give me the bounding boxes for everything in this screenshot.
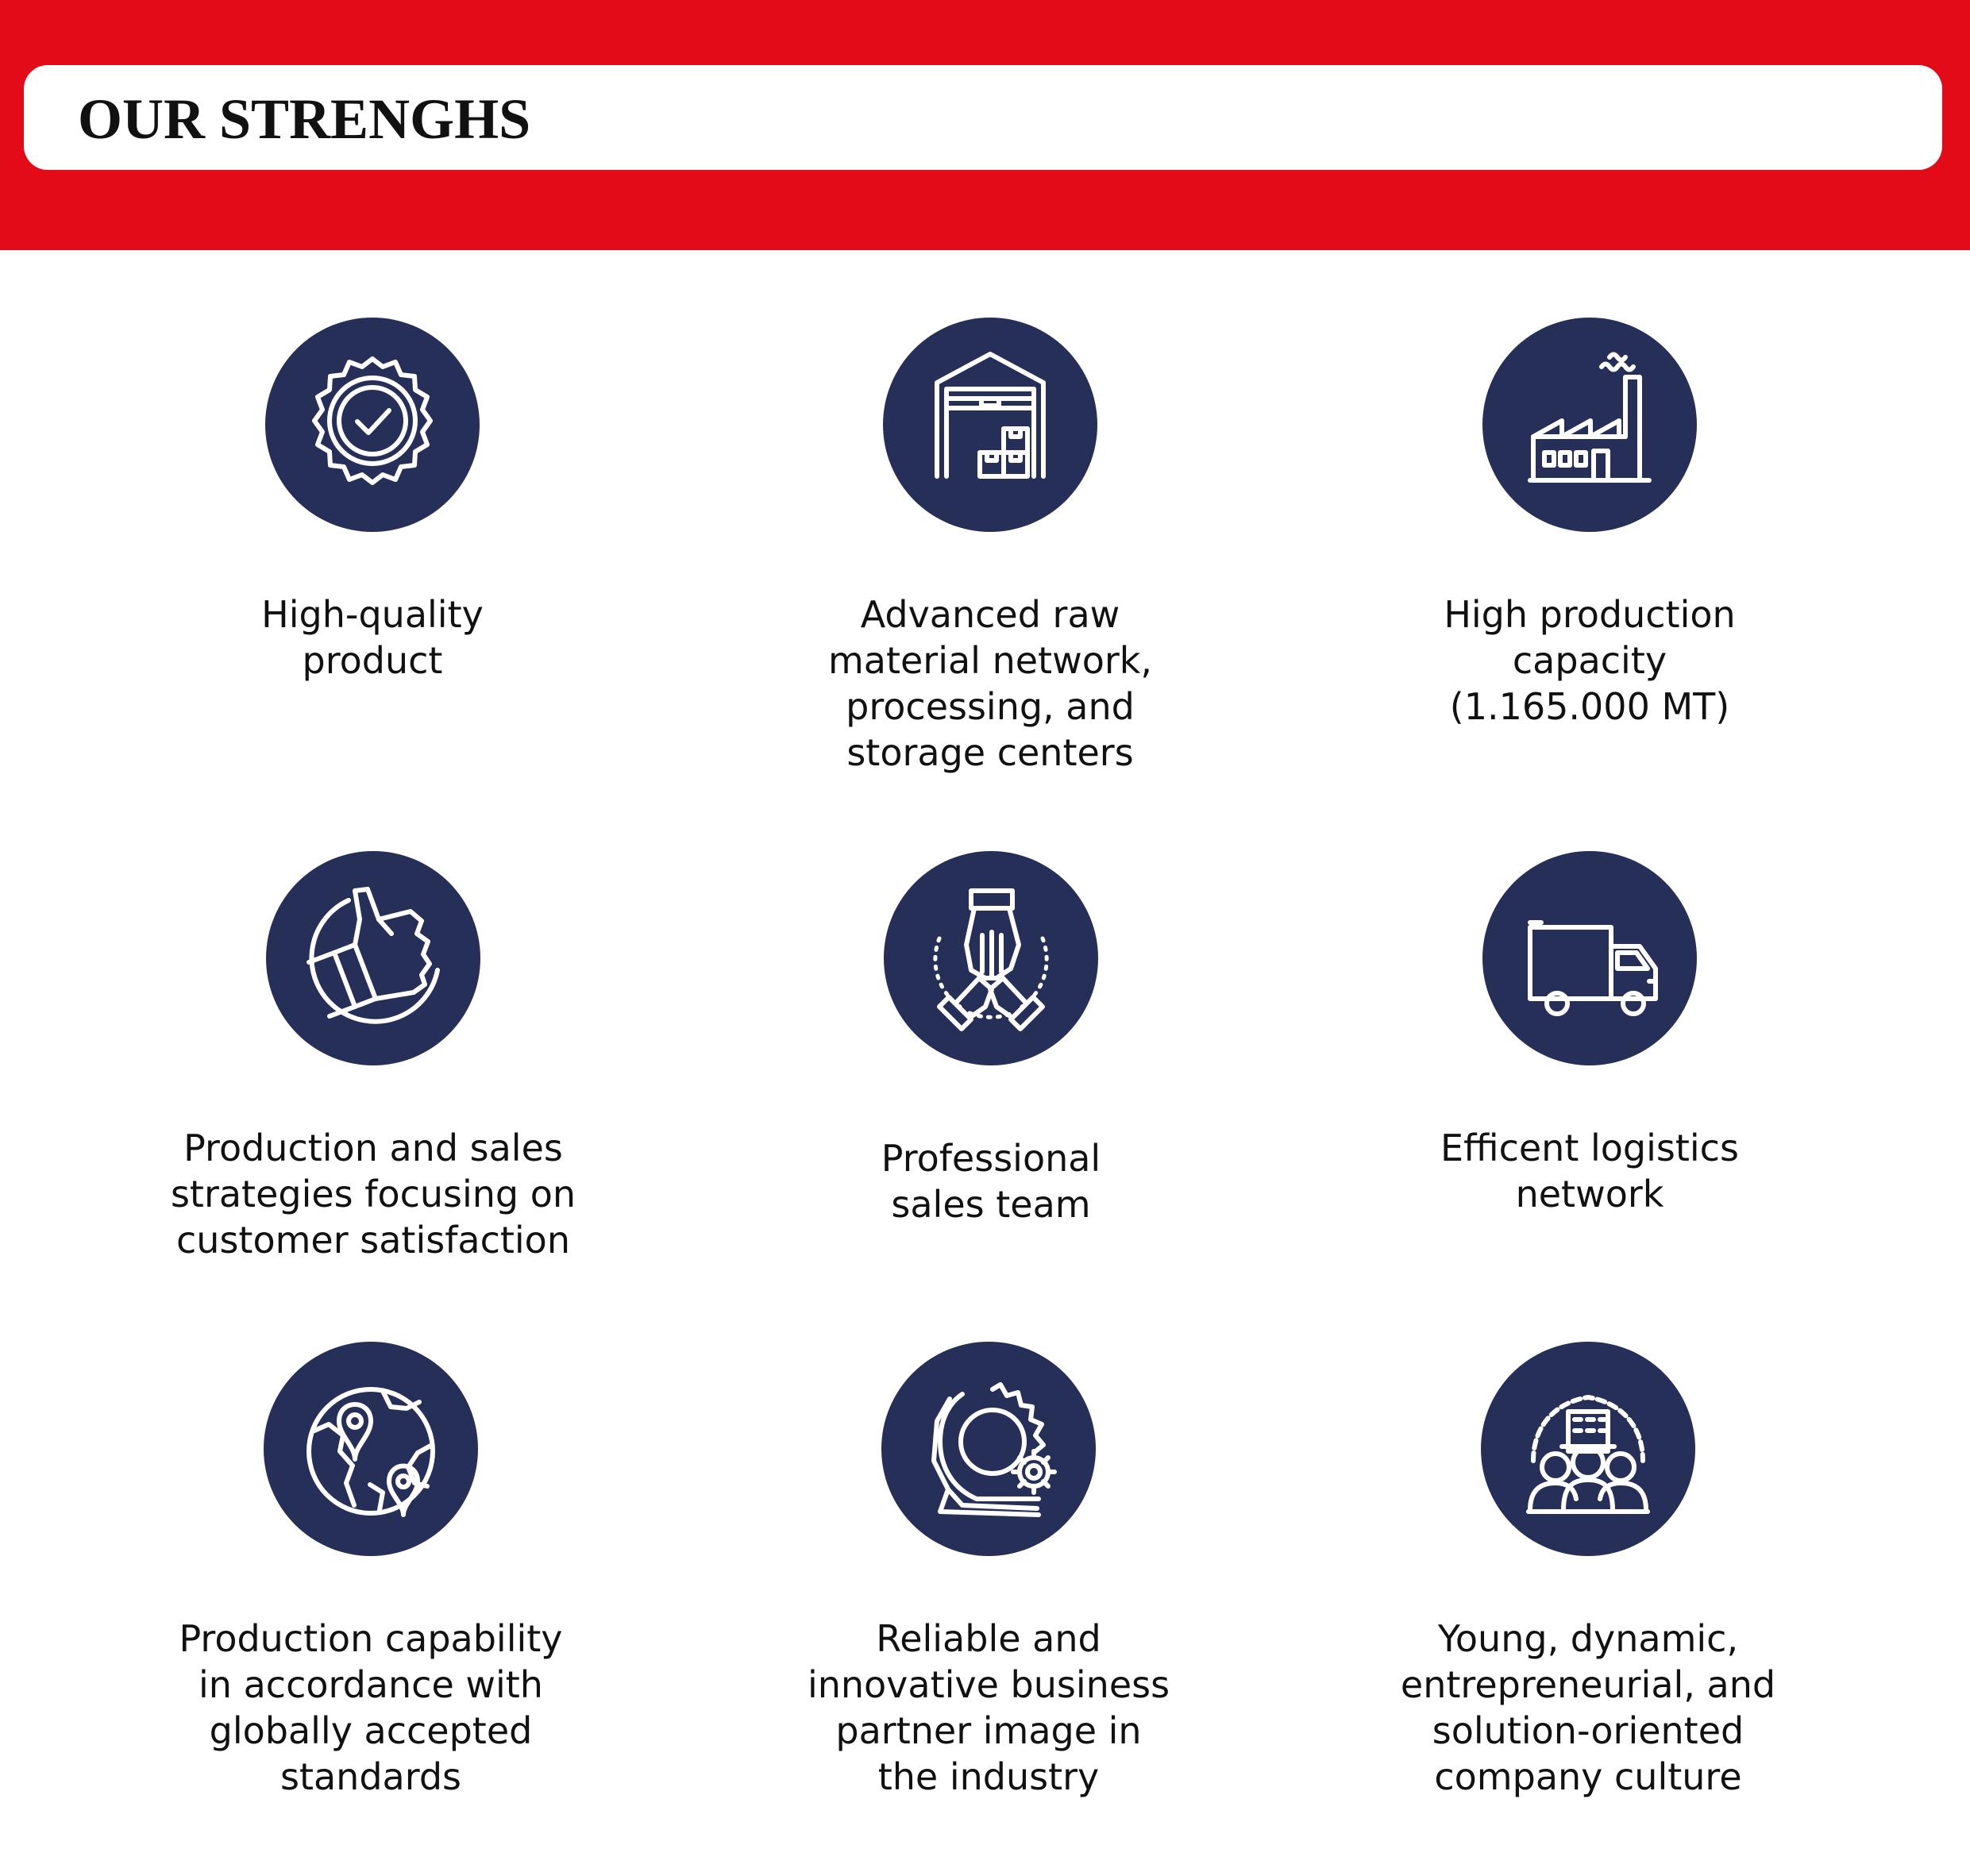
teamwork-hands-icon (884, 851, 1098, 1065)
delivery-truck-icon (1482, 851, 1697, 1065)
globe-location-icon (264, 1342, 478, 1556)
strength-label: High production capacity (1.165.000 MT) (1444, 593, 1736, 728)
warehouse-icon (883, 318, 1097, 532)
hand-gear-icon (881, 1342, 1096, 1556)
company-people-icon (1481, 1342, 1695, 1556)
strength-label: Advanced raw material network, processing, and storage centers (827, 593, 1153, 774)
title-box (24, 65, 1942, 170)
page-title: OUR STRENGHS (78, 87, 531, 151)
strength-label: Production capability in accordance with globally accepted standards (179, 1617, 563, 1798)
header-banner (0, 0, 1970, 250)
strength-label: Production and sales strategies focusing on customer satisfaction (170, 1127, 576, 1262)
quality-badge-icon (265, 318, 480, 532)
strength-label: Reliable and innovative business partner image in the industry (807, 1617, 1170, 1798)
strength-label: Young, dynamic, entrepreneurial, and solution-oriented company culture (1400, 1617, 1776, 1798)
strength-label: Professional sales team (881, 1137, 1101, 1226)
strength-label: Efficent logistics network (1440, 1127, 1739, 1215)
strength-label: High-quality product (261, 593, 484, 682)
factory-icon (1482, 318, 1697, 532)
thumbs-up-icon (266, 851, 480, 1065)
